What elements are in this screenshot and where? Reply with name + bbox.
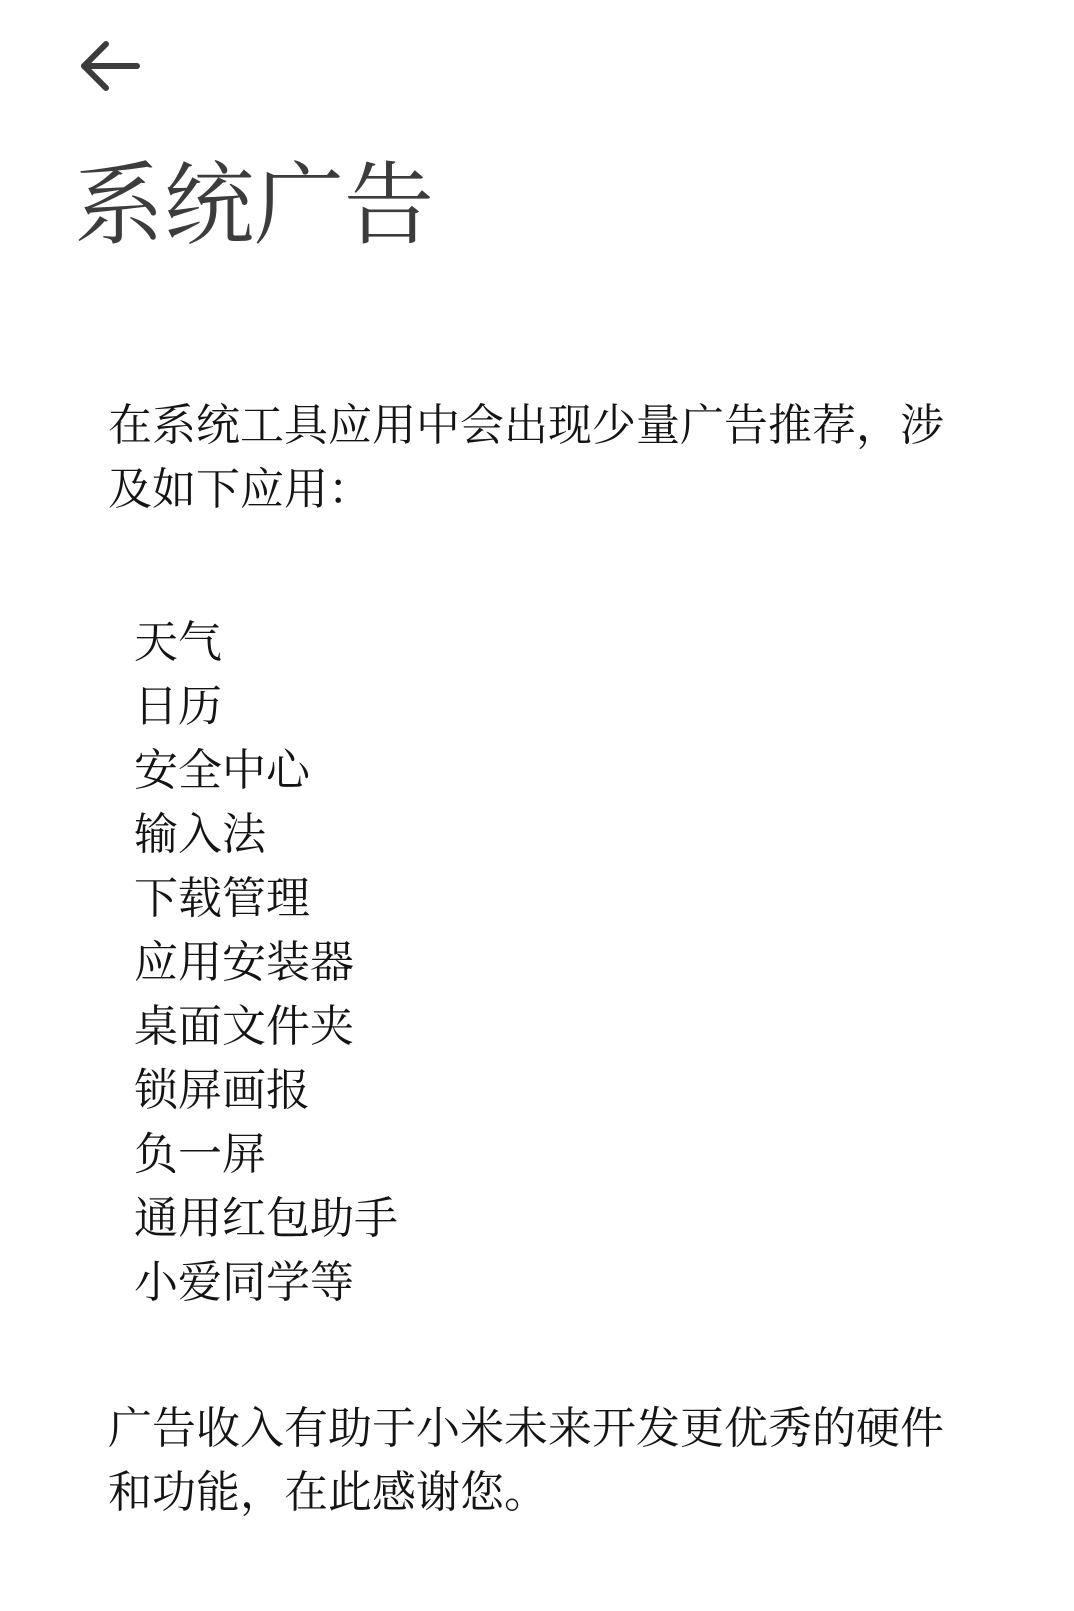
intro-paragraph: 在系统工具应用中会出现少量广告推荐，涉及如下应用：	[108, 401, 944, 514]
arrow-left-icon	[79, 41, 141, 91]
app-list-item: 通用红包助手	[134, 1194, 398, 1243]
app-list-item: 桌面文件夹	[134, 1002, 354, 1051]
app-list-item: 日历	[134, 682, 222, 731]
app-list-item: 小爱同学等	[134, 1258, 354, 1307]
back-button[interactable]	[79, 36, 151, 96]
app-list-item: 负一屏	[134, 1130, 266, 1179]
affected-apps-list	[134, 611, 934, 1315]
app-list-item: 安全中心	[134, 746, 310, 795]
app-list-item: 锁屏画报	[134, 1066, 310, 1115]
page-title: 系统广告	[74, 156, 434, 256]
app-list-item: 输入法	[134, 810, 266, 859]
outro-paragraph: 广告收入有助于小米未来开发更优秀的硬件和功能，在此感谢您。	[108, 1404, 944, 1517]
app-list-item: 天气	[134, 618, 222, 667]
app-list-item: 应用安装器	[134, 938, 354, 987]
app-list-item: 下载管理	[134, 874, 310, 923]
